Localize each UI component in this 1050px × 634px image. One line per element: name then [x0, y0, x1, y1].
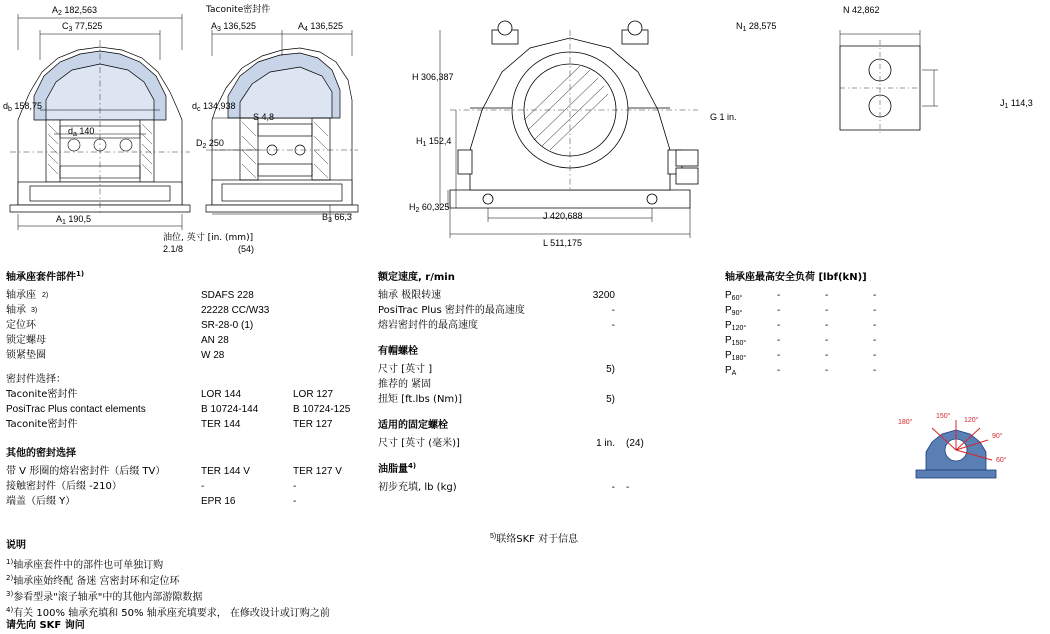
dim-N1: $N_1$ 28,575 — [736, 21, 777, 33]
other-seal-row-tv — [6, 464, 356, 479]
other-seal-header: 其他的密封选择 — [6, 448, 76, 459]
dim-L: L 511,175 — [543, 238, 583, 248]
holding-bolts-title: 适用的固定螺栓 — [378, 420, 448, 431]
colA-title: 轴承座套件部件$^{1)}$ — [6, 270, 85, 283]
row-housing — [6, 288, 356, 303]
holding-bolt-size-row — [378, 436, 718, 451]
seal-row-taconite-1-label: Taconite密封件 — [6, 389, 78, 400]
load-row-180 — [725, 348, 1045, 363]
other-seal-row-210-v1: - — [201, 481, 205, 492]
load-row-90-v1: - — [777, 305, 781, 316]
note-1: $^{1)}$轴承座套件中的部件也可单独订购 — [6, 558, 164, 571]
seal-options-header — [6, 372, 356, 387]
seal-row-taconite-2 — [6, 417, 356, 432]
grease-initial-fill-v2: - — [626, 482, 630, 493]
load-row-120-v1: - — [777, 320, 781, 331]
load-row-120 — [725, 318, 1045, 333]
load-row-180-v2: - — [825, 350, 829, 361]
load-row-90-v2: - — [825, 305, 829, 316]
other-seal-row-y-label: 端盖（后缀 Y） — [6, 496, 76, 507]
dim-H1: $H_1$ 152,4 — [416, 136, 452, 148]
load-row-150-v1: - — [777, 335, 781, 346]
other-seal-row-y-v1: EPR 16 — [201, 496, 236, 507]
note-3: $^{3)}$参看型录"滚子轴承"中的其他内部游隙数据 — [6, 590, 203, 603]
load-row-A-v3: - — [873, 365, 877, 376]
dim-dc: $d_c$ 134,938 — [192, 101, 236, 113]
seal-options-header-label: 密封件选择： — [6, 374, 66, 385]
load-row-60-v3: - — [873, 290, 877, 301]
load-row-60 — [725, 288, 1045, 303]
speed-row-taconite-label: 熔岩密封件的最高速度 — [378, 320, 478, 331]
dim-D2: $D_2$ 250 — [196, 138, 224, 150]
figure-bolt-pad-detail — [810, 20, 970, 180]
svg-text:90°: 90° — [992, 433, 1003, 440]
dim-A1: $A_1$ 190,5 — [56, 214, 91, 226]
seal-row-taconite-1-v1: LOR 144 — [201, 389, 242, 400]
figure-taconite-seal-section — [200, 0, 365, 265]
row-bearing-value: 22228 CC/W33 — [201, 305, 270, 316]
other-seal-row-210-label: 接触密封件（后缀 -210） — [6, 481, 122, 492]
cap-bolt-tightening-label: 推荐的 紧固 — [378, 379, 432, 390]
row-lock-washer-label: 锁紧垫圈 — [6, 350, 46, 361]
seal-row-taconite-1-v2: LOR 127 — [293, 389, 334, 400]
load-row-A — [725, 363, 1045, 378]
row-lock-nut — [6, 333, 356, 348]
footnote-5: $^{5)}$联络SKF 对于信息 — [490, 533, 579, 545]
speed-row-taconite — [378, 318, 718, 333]
speed-title: 额定速度, r/min — [378, 272, 455, 283]
seal-row-taconite-2-v2: TER 127 — [293, 419, 333, 430]
row-lock-washer-value: W 28 — [201, 350, 225, 361]
load-row-180-v1: - — [777, 350, 781, 361]
svg-text:180°: 180° — [898, 419, 913, 426]
load-row-150-v2: - — [825, 335, 829, 346]
row-stabilizing-ring-label: 定位环 — [6, 320, 36, 331]
row-lock-washer — [6, 348, 356, 363]
row-stabilizing-ring — [6, 318, 356, 333]
dim-J1: $J_1$ 114,3 — [1000, 98, 1033, 110]
load-row-90-label: $P_{90^\circ}$ — [725, 305, 743, 317]
dim-J: J 420,688 — [543, 211, 583, 221]
row-bearing — [6, 303, 356, 318]
grease-title: 油脂量$^{4)}$ — [378, 462, 417, 475]
row-bearing-label: 轴承 — [6, 305, 26, 316]
cap-bolt-tightening-row — [378, 377, 718, 392]
seal-row-taconite-1 — [6, 387, 356, 402]
spec-tables — [0, 268, 1050, 558]
speed-row-positrac-label: PosiTrac Plus 密封件的最高速度 — [378, 305, 525, 316]
other-seal-row-210 — [6, 479, 356, 494]
speed-row-positrac-value: - — [611, 305, 615, 316]
dim-N: N 42,862 — [843, 5, 880, 15]
row-housing-value: SDAFS 228 — [201, 290, 254, 301]
notes-footer: 请先向 SKF 询问 — [6, 620, 85, 631]
other-seal-row-y-v2: - — [293, 496, 297, 507]
load-row-180-label: $P_{180^\circ}$ — [725, 350, 747, 362]
load-row-90-v3: - — [873, 305, 877, 316]
holding-bolt-size-mm: (24) — [626, 438, 644, 449]
other-seal-row-tv-v2: TER 127 V — [293, 466, 342, 477]
figure-outline-side-view — [430, 0, 730, 265]
dim-A3: $A_3$ 136,525 — [211, 21, 256, 33]
row-lock-nut-value: AN 28 — [201, 335, 229, 346]
figure2-title: Taconite密封件 — [206, 5, 271, 15]
row-bearing-sup: 3) — [31, 307, 38, 314]
notes-title: 说明 — [6, 540, 26, 551]
load-row-60-v1: - — [777, 290, 781, 301]
load-row-A-v2: - — [825, 365, 829, 376]
speed-row-positrac — [378, 303, 718, 318]
other-seal-row-y — [6, 494, 356, 509]
footnotes — [6, 538, 706, 634]
dim-H2: $H_2$ 60,325 — [409, 202, 450, 214]
row-stabilizing-ring-value: SR-28-0 (1) — [201, 320, 254, 331]
row-housing-label: 轴承座 — [6, 290, 36, 301]
dim-A4: $A_4$ 136,525 — [298, 21, 343, 33]
load-row-A-label: $P_A$ — [725, 365, 737, 377]
load-row-60-label: $P_{60^\circ}$ — [725, 290, 743, 302]
dim-C3: $C_3$ 77,525 — [62, 21, 103, 33]
row-lock-nut-label: 锁定螺母 — [6, 335, 46, 346]
load-row-150-v3: - — [873, 335, 877, 346]
holding-bolt-size-label: 尺寸 [英寸 (毫米)] — [378, 438, 460, 449]
grease-initial-fill-v1: - — [611, 482, 615, 493]
seal-row-positrac — [6, 402, 356, 417]
load-row-A-v1: - — [777, 365, 781, 376]
svg-text:60°: 60° — [996, 457, 1007, 464]
other-seal-row-tv-label: 带 V 形圈的熔岩密封件（后缀 TV） — [6, 466, 166, 477]
seal-row-positrac-v1: B 10724-144 — [201, 404, 259, 415]
dim-db: $d_b$ 158,75 — [3, 101, 42, 113]
load-row-120-v2: - — [825, 320, 829, 331]
dim-B3: $B_3$ 66,3 — [322, 212, 352, 224]
dim-da: $d_a$ 140 — [68, 126, 95, 138]
speed-row-taconite-value: - — [611, 320, 615, 331]
cap-bolt-torque-value: 5) — [606, 394, 615, 405]
technical-drawings — [0, 0, 1050, 265]
note-4: $^{4)}$有关 100% 轴承充填和 50% 轴承座充填要求， 在修改设计或订购之前 — [6, 606, 330, 619]
oil-level-mm: (54) — [238, 244, 255, 254]
speed-row-limiting-label: 轴承 极限转速 — [378, 290, 442, 301]
column-max-safe-load — [725, 268, 1045, 378]
dim-G: G 1 in. — [710, 112, 737, 122]
svg-text:120°: 120° — [964, 417, 979, 424]
seal-row-taconite-2-label: Taconite密封件 — [6, 419, 78, 430]
cap-bolt-torque-row — [378, 392, 718, 407]
svg-text:150°: 150° — [936, 413, 951, 420]
column-housing-kit-parts — [6, 268, 356, 509]
other-seal-row-210-v2: - — [293, 481, 297, 492]
oil-level-inch: 2.1/8 — [163, 244, 184, 254]
load-row-150 — [725, 333, 1045, 348]
load-row-90 — [725, 303, 1045, 318]
dim-S: S 4,8 — [253, 112, 275, 122]
load-row-180-v3: - — [873, 350, 877, 361]
speed-row-limiting-value: 3200 — [592, 290, 615, 301]
column-speeds-bolts-grease — [378, 268, 718, 495]
cap-bolt-size-value: 5) — [606, 364, 615, 375]
grease-initial-fill-row — [378, 480, 718, 495]
load-row-60-v2: - — [825, 290, 829, 301]
dim-A2: $A_2$ 182,563 — [52, 5, 97, 17]
cap-bolt-size-label: 尺寸 [英寸 ] — [378, 364, 433, 375]
cap-bolt-torque-label: 扭矩 [ft.lbs (Nm)] — [378, 394, 462, 405]
cap-bolts-title: 有帽螺栓 — [378, 346, 418, 357]
holding-bolt-size-inch: 1 in. — [596, 438, 615, 449]
dim-H: H 306,387 — [412, 72, 454, 82]
note-2: $^{2)}$轴承座始终配 备迷 宫密封环和定位环 — [6, 574, 180, 587]
load-direction-figure — [880, 408, 1045, 483]
cap-bolt-size-row — [378, 362, 718, 377]
oil-level-label: 油位, 英寸 [in. (mm)] — [163, 233, 254, 243]
load-title: 轴承座最高安全负荷 [lbf(kN)] — [725, 272, 867, 283]
seal-row-positrac-v2: B 10724-125 — [293, 404, 351, 415]
load-row-120-label: $P_{120^\circ}$ — [725, 320, 747, 332]
grease-initial-fill-label: 初步充填, lb (kg) — [378, 482, 457, 493]
figure-sectional-front-view — [0, 0, 200, 265]
load-row-120-v3: - — [873, 320, 877, 331]
other-seal-row-tv-v1: TER 144 V — [201, 466, 250, 477]
seal-row-positrac-label: PosiTrac Plus contact elements — [6, 404, 146, 415]
row-housing-sup: 2) — [42, 292, 49, 299]
seal-row-taconite-2-v1: TER 144 — [201, 419, 241, 430]
load-row-150-label: $P_{150^\circ}$ — [725, 335, 747, 347]
speed-row-limiting — [378, 288, 718, 303]
